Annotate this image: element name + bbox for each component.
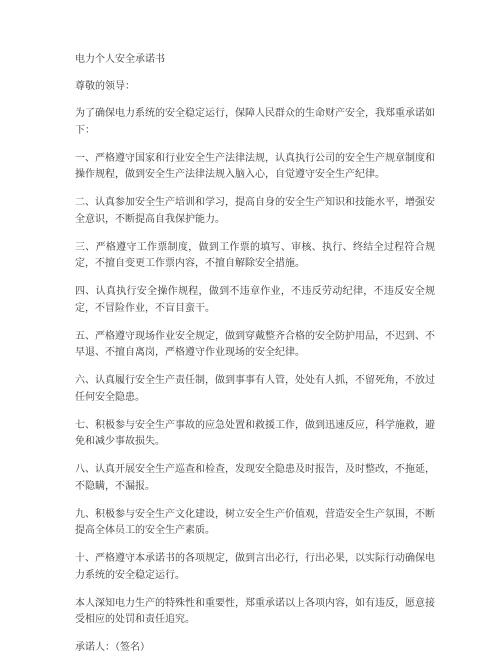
commitment-item-6: 六、认真履行安全生产责任制，做到事事有人管，处处有人抓，不留死角，不放过任何安全隐患。 (75, 375, 435, 403)
commitment-item-3: 三、严格遵守工作票制度，做到工作票的填写、审核、执行、终结全过程符合规定，不擅自变更工作票内容，不擅自解除安全措施。 (75, 241, 435, 269)
commitment-item-10: 十、严格遵守本承诺书的各项规定，做到言出必行，行出必果，以实际行动确保电力系统的安全稳定运行。 (75, 553, 435, 581)
intro-paragraph: 为了确保电力系统的安全稳定运行，保障人民群众的生命财产安全，我郑重承诺如下： (75, 108, 435, 136)
salutation: 尊敬的领导： (75, 81, 135, 92)
commitment-item-8: 八、认真开展安全生产巡查和检查，发现安全隐患及时报告，及时整改，不拖延，不隐瞒，不漏报。 (75, 464, 435, 492)
commitment-item-1: 一、严格遵守国家和行业安全生产法律法规，认真执行公司的安全生产规章制度和操作规程，做到安全生产法律法规入脑入心，自觉遵守安全生产纪律。 (75, 152, 435, 180)
commitment-item-7: 七、积极参与安全生产事故的应急处置和救援工作，做到迅速反应，科学施救，避免和减少事故损失。 (75, 419, 435, 447)
signature-line: 承诺人：（签名） (75, 642, 150, 653)
commitment-item-4: 四、认真执行安全操作规程，做到不违章作业，不违反劳动纪律，不违反安全规定，不冒险作业，不盲目蛮干。 (75, 286, 435, 314)
document-title: 电力个人安全承诺书 (75, 54, 165, 65)
closing-paragraph: 本人深知电力生产的特殊性和重要性，郑重承诺以上各项内容，如有违反，愿意接受相应的处罚和责任追究。 (75, 597, 435, 625)
commitment-item-2: 二、认真参加安全生产培训和学习，提高自身的安全生产知识和技能水平，增强安全意识，不断提高自我保护能力。 (75, 197, 435, 225)
commitment-item-5: 五、严格遵守现场作业安全规定，做到穿戴整齐合格的安全防护用品，不迟到、不早退、不擅自离岗，严格遵守作业现场的安全纪律。 (75, 330, 435, 358)
commitment-item-9: 九、积极参与安全生产文化建设，树立安全生产价值观，营造安全生产氛围，不断提高全体员工的安全生产素质。 (75, 508, 435, 536)
document-page (75, 52, 435, 656)
